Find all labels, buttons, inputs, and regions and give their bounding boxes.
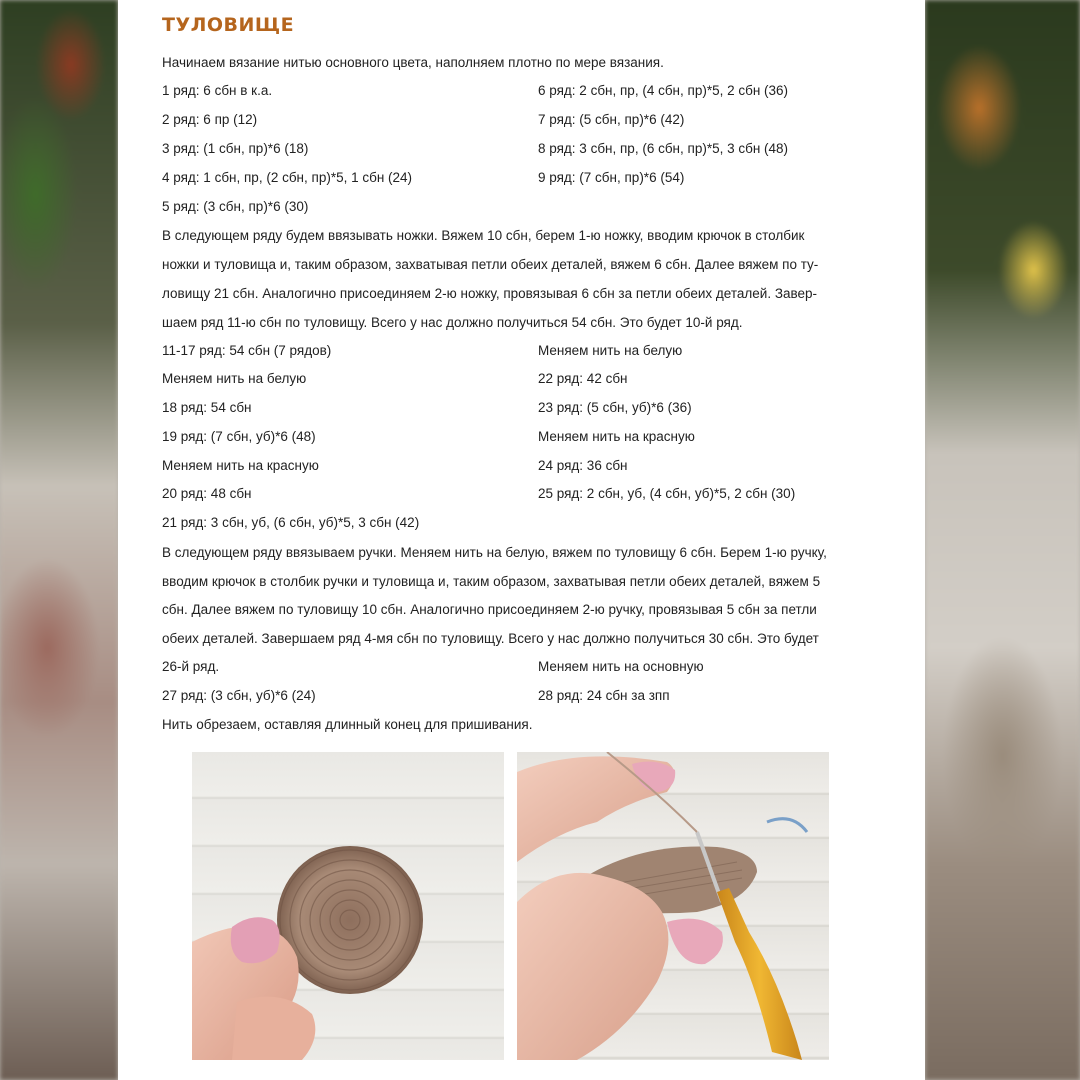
pattern-row: 24 ряд: 36 сбн — [538, 458, 628, 473]
pattern-row: 2 ряд: 6 пр (12) — [162, 112, 258, 127]
pattern-row: Меняем нить на красную — [538, 429, 695, 444]
pattern-row: Меняем нить на белую — [162, 371, 307, 386]
pattern-row: 8 ряд: 3 сбн, пр, (6 сбн, пр)*5, 3 сбн (48) — [538, 141, 789, 156]
background-left-blur — [0, 0, 118, 1080]
crochet-hook-illustration — [517, 752, 829, 1060]
pattern-page — [118, 0, 925, 1080]
pattern-row: 6 ряд: 2 сбн, пр, (4 сбн, пр)*5, 2 сбн (36) — [538, 83, 789, 98]
crochet-circle-illustration — [192, 752, 504, 1060]
photo-crochet-circle — [192, 752, 504, 1060]
pattern-row: 19 ряд: (7 сбн, уб)*6 (48) — [162, 429, 316, 444]
paragraph-line: обеих деталей. Завершаем ряд 4-мя сбн по туловищу. Всего у нас должно получиться 30 сбн. Это будет — [162, 631, 819, 646]
pattern-row: 22 ряд: 42 сбн — [538, 371, 628, 386]
pattern-row: 11-17 ряд: 54 сбн (7 рядов) — [162, 343, 332, 358]
paragraph-line: В следующем ряду будем ввязывать ножки. Вяжем 10 сбн, берем 1-ю ножку, вводим крючок в столбик — [162, 228, 805, 243]
paragraph-line: шаем ряд 11-ю сбн по туловищу. Всего у нас должно получиться 54 сбн. Это будет 10-й ряд. — [162, 315, 743, 330]
paragraph-line: вводим крючок в столбик ручки и туловища и, таким образом, захватывая петли обеих деталей, вяжем 5 — [162, 574, 821, 589]
pattern-row: 1 ряд: 6 сбн в к.а. — [162, 83, 273, 98]
pattern-row: 7 ряд: (5 сбн, пр)*6 (42) — [538, 112, 685, 127]
pattern-row: 21 ряд: 3 сбн, уб, (6 сбн, уб)*5, 3 сбн (42) — [162, 515, 420, 530]
pattern-row: 27 ряд: (3 сбн, уб)*6 (24) — [162, 688, 316, 703]
pattern-row: 3 ряд: (1 сбн, пр)*6 (18) — [162, 141, 309, 156]
paragraph-line: В следующем ряду ввязываем ручки. Меняем нить на белую, вяжем по туловищу 6 сбн. Берем 1-ю ручку, — [162, 545, 827, 560]
intro-text: Начинаем вязание нитью основного цвета, наполняем плотно по мере вязания. — [162, 55, 664, 70]
pattern-row: 23 ряд: (5 сбн, уб)*6 (36) — [538, 400, 692, 415]
pattern-row: Меняем нить на основную — [538, 659, 704, 674]
pattern-row: 5 ряд: (3 сбн, пр)*6 (30) — [162, 199, 309, 214]
pattern-row: 9 ряд: (7 сбн, пр)*6 (54) — [538, 170, 685, 185]
paragraph-line: сбн. Далее вяжем по туловищу 10 сбн. Аналогично присоединяем 2-ю ручку, провязывая 5 сбн за петли — [162, 602, 817, 617]
pattern-row: 28 ряд: 24 сбн за зпп — [538, 688, 670, 703]
pattern-row: 20 ряд: 48 сбн — [162, 486, 252, 501]
pattern-row: 26-й ряд. — [162, 659, 220, 674]
pattern-row: 4 ряд: 1 сбн, пр, (2 сбн, пр)*5, 1 сбн (24) — [162, 170, 413, 185]
page-title: ТУЛОВИЩЕ — [162, 14, 295, 36]
finish-text: Нить обрезаем, оставляя длинный конец для пришивания. — [162, 717, 533, 732]
paragraph-line: ножки и туловища и, таким образом, захватывая петли обеих деталей, вяжем 6 сбн. Далее вяжем по ту- — [162, 257, 819, 272]
paragraph-line: ловищу 21 сбн. Аналогично присоединяем 2-ю ножку, провязывая 6 сбн за петли обеих деталей. Завер- — [162, 286, 818, 301]
pattern-row: Меняем нить на белую — [538, 343, 683, 358]
pattern-row: 25 ряд: 2 сбн, уб, (4 сбн, уб)*5, 2 сбн (30) — [538, 486, 796, 501]
pattern-row: 18 ряд: 54 сбн — [162, 400, 252, 415]
background-right-blur — [925, 0, 1080, 1080]
photo-crochet-hook — [517, 752, 829, 1060]
pattern-row: Меняем нить на красную — [162, 458, 319, 473]
